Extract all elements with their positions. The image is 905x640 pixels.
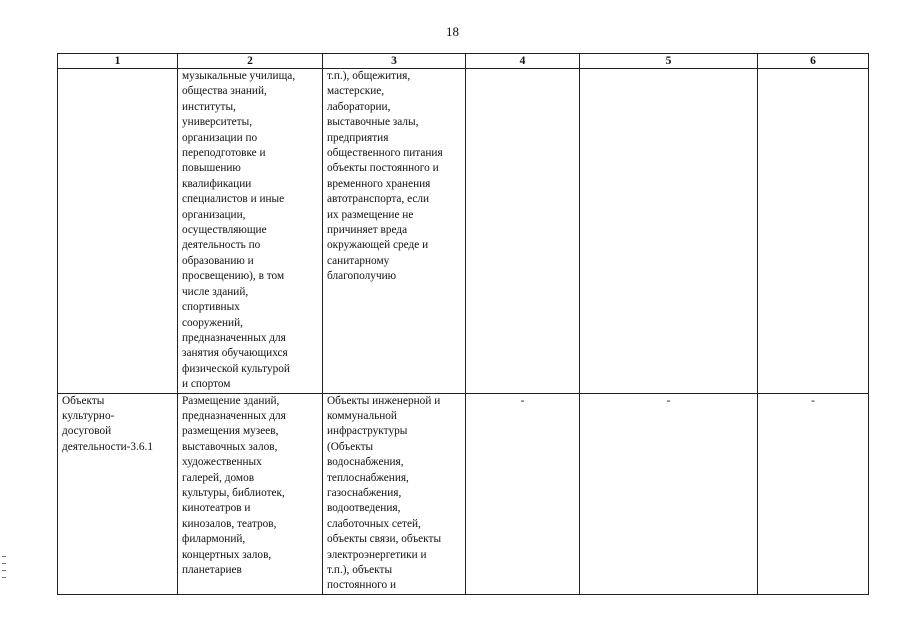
table-cell xyxy=(758,69,869,394)
table-cell xyxy=(466,393,580,594)
margin-mark xyxy=(2,577,6,578)
table-cell xyxy=(323,393,466,594)
cell-text: музыкальные училища, общества знаний, институты, университеты, организации по переподготовке и повышению квалификации специалистов и иные организации, осуществляющие деятельность по образованию и просвещению), в том числе зданий, спортивных сооружений, предназначенных для занятия обучающихся физической культурой и спортом xyxy=(182,70,296,391)
margin-mark xyxy=(2,563,6,564)
margin-mark xyxy=(2,570,6,571)
column-header-6: 6 xyxy=(758,54,869,69)
column-header-5: 5 xyxy=(580,54,758,69)
column-header-4: 4 xyxy=(466,54,580,69)
cell-text: т.п.), общежития, мастерские, лаборатории, выставочные залы, предприятия общественного питания объекты постоянного и временного хранения автотранспорта, если их размещение не причиняет вреда окружающей среде и санитарному благополучию xyxy=(327,70,443,283)
margin-mark xyxy=(2,556,6,557)
column-header-3: 3 xyxy=(323,54,466,69)
cell-text: Размещение зданий, предназначенных для размещения музеев, выставочных залов, художественных галерей, домов культуры, библиотек, кинотеатров и кинозалов, театров, филармоний, концертных залов, планетариев xyxy=(182,394,286,576)
table-cell xyxy=(580,69,758,394)
column-header-1: 1 xyxy=(58,54,178,69)
column-header-2: 2 xyxy=(178,54,323,69)
table-cell xyxy=(178,393,323,594)
page-number: 18 xyxy=(446,24,459,39)
table-header-row xyxy=(58,54,869,69)
cell-text: Объекты инженерной и коммунальной инфраструктуры (Объекты водоснабжения, теплоснабжения, газоснабжения, водоотведения, слаботочных сетей, объекты связи, объекты электроэнергетики и т.п.), объекты постоянного и xyxy=(327,394,442,592)
dash-value: - xyxy=(520,394,525,407)
table-cell xyxy=(580,393,758,594)
table-cell xyxy=(178,69,323,394)
regulations-table xyxy=(57,53,869,595)
table-cell xyxy=(58,393,178,594)
table-cell xyxy=(323,69,466,394)
scan-margin-marks xyxy=(2,556,6,596)
cell-text: Объекты культурно- досуговой деятельности-3.6.1 xyxy=(62,394,154,453)
table-cell xyxy=(466,69,580,394)
table-row xyxy=(58,69,869,394)
dash-value: - xyxy=(666,394,671,407)
table-row xyxy=(58,393,869,594)
table-cell xyxy=(758,393,869,594)
table-cell xyxy=(58,69,178,394)
dash-value: - xyxy=(811,394,815,407)
